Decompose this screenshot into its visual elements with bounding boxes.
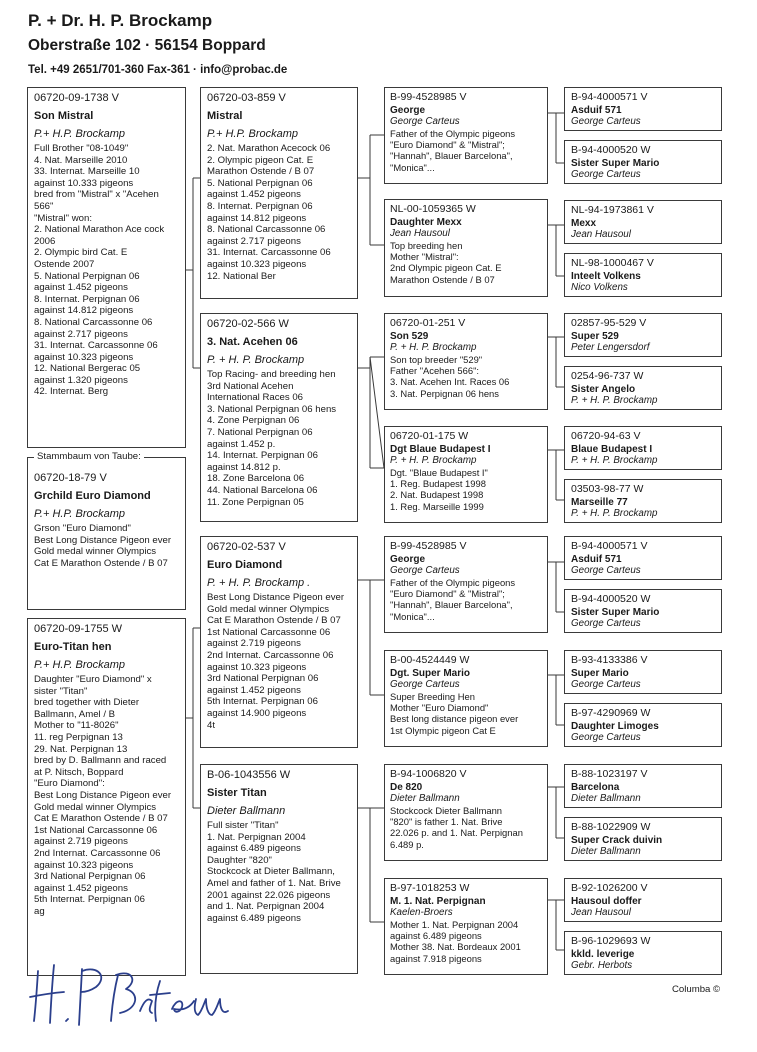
note-line: sister "Titan" (34, 685, 88, 697)
note-line: 8. National Carcassonne 06 (207, 224, 326, 236)
note-line: 1. Reg. Budapest 1998 (390, 478, 486, 490)
note-line: 12. National Bergerac 05 (34, 363, 141, 375)
note-line: against 10.323 pigeons (207, 661, 307, 673)
pigeon-name: Asduif 571 (571, 554, 622, 565)
pigeon-notes (390, 128, 542, 173)
note-line: 2. Nat. Budapest 1998 (390, 489, 484, 501)
grandparent-card (384, 313, 548, 410)
grandparent-card (384, 764, 548, 861)
pigeon-name: M. 1. Nat. Perpignan (390, 896, 486, 907)
note-line: Cat E Marathon Ostende / B 07 (34, 557, 168, 569)
grandparent-card (384, 536, 548, 633)
note-line: Cat E Marathon Ostende / B 07 (34, 813, 168, 825)
ring-number: B-97-1018253 W (390, 882, 470, 894)
note-line: Marathon Ostende / B 07 (207, 166, 315, 178)
note-line: 2nd Olympic pigeon Cat. E (390, 262, 502, 274)
pigeon-notes (390, 354, 542, 399)
breeder: P.+ H.P. Brockamp (34, 659, 126, 671)
great-grandparent-card (564, 931, 722, 975)
note-line: 7. National Perpignan 06 (207, 426, 313, 438)
note-line: against 14.812 pigeons (34, 305, 134, 317)
pigeon-name: Super 529 (571, 331, 619, 342)
breeder: George Carteus (571, 679, 641, 690)
note-line: Gold medal winner Olympics (207, 603, 330, 615)
dam-card (200, 313, 358, 522)
note-line: Father "Acehen 566": (390, 365, 480, 377)
note-line: Stockcock at Dieter Ballmann, (207, 866, 335, 878)
breeder: Kaelen-Broers (390, 907, 453, 918)
ring-number: B-94-4000571 V (571, 91, 648, 103)
note-line: against 1.452 pigeons (207, 684, 301, 696)
ring-number: 02857-95-529 V (571, 317, 647, 329)
ring-number: B-92-1026200 V (571, 882, 648, 894)
note-line: Stockcock Dieter Ballmann (390, 805, 503, 816)
pigeon-name: Super Mario (571, 668, 629, 679)
note-line: 5. National Perpignan 06 (207, 177, 313, 189)
grandparent-card (384, 426, 548, 523)
note-line: Daughter "Euro Diamond" x (34, 674, 152, 685)
ring-number: 06720-01-251 V (390, 317, 466, 329)
pigeon-notes (390, 805, 542, 850)
pigeon-name: De 820 (390, 782, 423, 793)
note-line: "Hannah", Blauer Barcelona", (390, 599, 513, 611)
second-pedigree-dam-card (27, 618, 186, 976)
second-pedigree-caption: Stammbaum von Taube: (34, 451, 144, 462)
ring-number: B-94-4000571 V (571, 540, 648, 552)
ring-number: B-97-4290969 W (571, 707, 651, 719)
note-line: 1. Reg. Marseille 1999 (390, 500, 484, 512)
great-grandparent-card (564, 253, 722, 297)
pigeon-name: Mexx (571, 218, 597, 229)
breeder: Jean Hausoul (571, 229, 631, 240)
breeder: P. + H. P. Brockamp (571, 395, 658, 406)
ring-number: 06720-09-1738 V (34, 92, 120, 104)
note-line: 42. Internat. Berg (34, 386, 109, 398)
ring-number: B-94-4000520 W (571, 144, 651, 156)
note-line: against 2.717 pigeons (34, 328, 128, 340)
note-line: Gold medal winner Olympics (34, 801, 157, 813)
pigeon-name: Son 529 (390, 331, 429, 342)
pigeon-name: Son Mistral (34, 110, 94, 122)
pigeon-name: George (390, 105, 426, 116)
main-pigeon-card (27, 87, 186, 448)
grandparent-card (384, 878, 548, 975)
ring-number: B-88-1023197 V (571, 768, 648, 780)
note-line: 1st National Carcassonne 06 (207, 626, 331, 638)
note-line: 2001 against 22.026 pigeons (207, 889, 331, 901)
note-line: "Euro Diamond": (34, 778, 105, 790)
pigeon-name: 3. Nat. Acehen 06 (207, 336, 298, 348)
note-line: 3rd National Perpignan 06 (34, 871, 146, 883)
great-grandparent-card (564, 703, 722, 747)
breeder: P. + H. P. Brockamp (390, 342, 477, 353)
note-line: 3rd National Acehen (207, 380, 294, 392)
note-line: Amel and father of 1. Nat. Brive (207, 877, 341, 889)
ring-number: B-94-1006820 V (390, 768, 467, 780)
pigeon-notes (207, 369, 351, 508)
note-line: 12. National Ber (207, 270, 276, 282)
note-line: Mother "Euro Diamond" (390, 702, 489, 714)
note-line: 22.026 p. and 1. Nat. Perpignan (390, 827, 523, 839)
breeder: Dieter Ballmann (207, 805, 286, 817)
note-line: Son top breeder "529" (390, 354, 483, 365)
note-line: against 10.323 pigeons (207, 258, 307, 270)
note-line: Full sister "Titan" (207, 820, 279, 831)
grandparent-card (384, 87, 548, 184)
breeder: Nico Volkens (571, 282, 628, 293)
ring-number: B-94-4000520 W (571, 593, 651, 605)
note-line: against 2.719 pigeons (207, 638, 301, 650)
great-grandparent-card (564, 313, 722, 357)
note-line: against 2.719 pigeons (34, 836, 128, 848)
breeder: Gebr. Herbots (571, 960, 633, 971)
note-line: 2. Olympic pigeon Cat. E (207, 154, 314, 166)
note-line: against 2.717 pigeons (207, 235, 301, 247)
great-grandparent-card (564, 479, 722, 523)
note-line: Mother 38. Nat. Bordeaux 2001 (390, 941, 521, 953)
note-line: 44. National Barcelona 06 (207, 484, 318, 496)
pigeon-name: Super Crack duivin (571, 835, 663, 846)
note-line: Daughter "820" (207, 854, 272, 866)
note-line: Super Breeding Hen (390, 691, 475, 702)
handwritten-signature (24, 945, 244, 1035)
breeder: P. + H. P. Brockamp . (207, 577, 311, 589)
footer-credit: Columba © (672, 984, 721, 995)
pigeon-name: Grchild Euro Diamond (34, 490, 151, 502)
breeder: George Carteus (571, 732, 641, 743)
pigeon-name: Sister Super Mario (571, 607, 660, 618)
note-line: 1. Nat. Perpignan 2004 (207, 831, 306, 843)
note-line: against 14.812 p. (207, 461, 281, 473)
ring-number: B-93-4133386 V (571, 654, 648, 666)
ring-number: B-99-4528985 V (390, 91, 467, 103)
breeder: P. + H. P. Brockamp (571, 508, 658, 519)
note-line: 2nd Internat. Carcassonne 06 (207, 649, 334, 661)
pigeon-name: Asduif 571 (571, 105, 622, 116)
note-line: 8. Internat. Perpignan 06 (34, 293, 140, 305)
note-line: "820" is father 1. Nat. Brive (390, 816, 503, 828)
note-line: against 6.489 pigeons (207, 912, 301, 924)
note-line: 33. Internat. Marseille 10 (34, 166, 140, 178)
ring-number: 06720-02-537 V (207, 541, 286, 553)
great-grandparent-card (564, 764, 722, 808)
breeder: George Carteus (571, 618, 641, 629)
note-line: Mother "Mistral": (390, 251, 459, 263)
great-grandparent-card (564, 650, 722, 694)
note-line: "Mistral" won: (34, 212, 92, 224)
second-pedigree-card (27, 457, 186, 610)
note-line: 2. Nat. Marathon Acecock 06 (207, 143, 331, 154)
great-grandparent-card (564, 426, 722, 470)
pigeon-name: Sister Super Mario (571, 158, 660, 169)
ring-number: NL-98-1000467 V (571, 257, 654, 269)
note-line: Full Brother "08-1049" (34, 143, 129, 154)
great-grandparent-card (564, 878, 722, 922)
note-line: bred by D. Ballmann and raced (34, 755, 167, 767)
great-grandparent-card (564, 536, 722, 580)
note-line: against 6.489 pigeons (207, 843, 301, 855)
pigeon-notes (390, 577, 542, 622)
pigeon-notes (207, 592, 351, 731)
breeder: George Carteus (571, 116, 641, 127)
note-line: against 14.900 pigeons (207, 707, 307, 719)
breeder-address: Oberstraße 102 · 56154 Boppard (28, 37, 266, 54)
note-line: 2006 (34, 235, 56, 247)
great-grandparent-card (564, 366, 722, 410)
pigeon-notes (34, 674, 179, 917)
note-line: bred from "Mistral" x "Acehen (34, 189, 159, 201)
pigeon-name: Inteelt Volkens (571, 271, 641, 282)
note-line: ag (34, 905, 45, 917)
note-line: 2nd Internat. Carcassonne 06 (34, 847, 161, 859)
note-line: 11. Zone Perpignan 05 (207, 496, 304, 508)
note-line: 11. reg Perpignan 13 (34, 731, 123, 743)
pigeon-notes (34, 143, 179, 398)
ring-number: 03503-98-77 W (571, 483, 644, 495)
pigeon-name: Marseille 77 (571, 497, 628, 508)
note-line: Top Racing- and breeding hen (207, 369, 336, 380)
pigeon-name: Barcelona (571, 782, 620, 793)
ring-number: B-00-4524449 W (390, 654, 470, 666)
grandparent-card (384, 650, 548, 747)
note-line: bred together with Dieter (34, 697, 140, 709)
note-line: Cat E Marathon Ostende / B 07 (207, 615, 341, 627)
pigeon-notes (390, 919, 542, 964)
ring-number: 06720-09-1755 W (34, 623, 123, 635)
note-line: Mother 1. Nat. Perpignan 2004 (390, 919, 519, 930)
note-line: "Euro Diamond" & "Mistral"; (390, 139, 505, 151)
note-line: 31. Internat. Carcassonne 06 (207, 247, 331, 259)
breeder: George Carteus (390, 116, 460, 127)
breeder: P.+ H.P. Brockamp (207, 128, 299, 140)
note-line: at P. Nitsch, Boppard (34, 766, 124, 778)
pigeon-notes (390, 691, 542, 736)
pigeon-name: Euro-Titan hen (34, 641, 112, 653)
note-line: Dgt. "Blaue Budapest I" (390, 467, 488, 478)
note-line: "Monica"... (390, 610, 435, 622)
note-line: 4. Nat. Marseille 2010 (34, 154, 128, 166)
note-line: Gold medal winner Olympics (34, 546, 157, 558)
breeder: P.+ H.P. Brockamp (34, 508, 126, 520)
note-line: Best Long Distance Pigeon ever (34, 789, 172, 801)
note-line: against 1.452 pigeons (34, 882, 128, 894)
note-line: 3rd National Perpignan 06 (207, 673, 319, 685)
second-sire-card (200, 536, 358, 748)
note-line: 18. Zone Barcelona 06 (207, 473, 305, 485)
pigeon-name: George (390, 554, 426, 565)
ring-number: B-99-4528985 V (390, 540, 467, 552)
great-grandparent-card (564, 140, 722, 184)
note-line: 8. National Carcassonne 06 (34, 316, 153, 328)
breeder: P. + H. P. Brockamp (207, 354, 305, 366)
note-line: "Monica"... (390, 161, 435, 173)
ring-number: NL-00-1059365 W (390, 203, 476, 215)
pigeon-notes (207, 820, 351, 924)
note-line: Best long distance pigeon ever (390, 713, 519, 725)
breeder: Dieter Ballmann (571, 793, 641, 804)
note-line: against 10.323 pigeons (34, 859, 134, 871)
note-line: International Races 06 (207, 392, 303, 404)
breeder: Dieter Ballmann (390, 793, 460, 804)
pigeon-name: Blaue Budapest I (571, 444, 653, 455)
breeder-contact: Tel. +49 2651/701-360 Fax-361 · info@probac.de (28, 64, 288, 76)
pigeon-name: Sister Titan (207, 787, 267, 799)
note-line: Best Long Distance Pigeon ever (207, 592, 345, 603)
note-line: against 1.320 pigeons (34, 374, 128, 386)
note-line: 8. Internat. Perpignan 06 (207, 200, 313, 212)
note-line: Ostende 2007 (34, 258, 95, 270)
note-line: Top breeding hen (390, 240, 463, 251)
note-line: 1st National Carcassonne 06 (34, 824, 158, 836)
pigeon-name: Dgt. Super Mario (390, 668, 471, 679)
note-line: Father of the Olympic pigeons (390, 128, 516, 139)
note-line: against 1.452 pigeons (34, 282, 128, 294)
note-line: against 14.812 pigeons (207, 212, 307, 224)
pigeon-name: Euro Diamond (207, 559, 283, 571)
grandparent-card (384, 199, 548, 297)
breeder: Jean Hausoul (390, 228, 450, 239)
sire-card (200, 87, 358, 299)
note-line: 3. Nat. Perpignan 06 hens (390, 387, 499, 399)
great-grandparent-card (564, 87, 722, 131)
note-line: and 1. Nat. Perpignan 2004 (207, 901, 325, 913)
note-line: against 10.323 pigeons (34, 351, 134, 363)
note-line: Ballmann, Amel / B (34, 708, 116, 720)
note-line: 29. Nat. Perpignan 13 (34, 743, 128, 755)
pigeon-name: Hausoul doffer (571, 896, 642, 907)
breeder: Jean Hausoul (571, 907, 631, 918)
note-line: 2. Olympic bird Cat. E (34, 247, 128, 259)
great-grandparent-card (564, 200, 722, 244)
breeder: Peter Lengersdorf (571, 342, 650, 353)
note-line: 3. Nat. Acehen Int. Races 06 (390, 376, 510, 388)
great-grandparent-card (564, 589, 722, 633)
breeder: Dieter Ballmann (571, 846, 641, 857)
great-grandparent-card (564, 817, 722, 861)
pigeon-notes (207, 143, 351, 282)
breeder: P. + H. P. Brockamp (390, 455, 477, 466)
ring-number: 06720-01-175 W (390, 430, 469, 442)
ring-number: B-06-1043556 W (207, 769, 291, 781)
note-line: against 6.489 pigeons (390, 930, 482, 942)
note-line: against 7.918 pigeons (390, 952, 482, 964)
pigeon-name: Daughter Mexx (390, 217, 462, 228)
pigeon-name: Daughter Limoges (571, 721, 659, 732)
note-line: 14. Internat. Perpignan 06 (207, 450, 318, 462)
note-line: 6.489 p. (390, 838, 424, 850)
breeder: P. + H. P. Brockamp (571, 455, 658, 466)
second-dam-card (200, 764, 358, 974)
note-line: 3. National Perpignan 06 hens (207, 403, 337, 415)
note-line: Grson "Euro Diamond" (34, 523, 131, 534)
pigeon-name: Sister Angelo (571, 384, 636, 395)
ring-number: B-96-1029693 W (571, 935, 651, 947)
pigeon-notes (390, 467, 542, 512)
breeder: George Carteus (390, 679, 460, 690)
breeder: George Carteus (571, 169, 641, 180)
note-line: against 1.452 pigeons (207, 189, 301, 201)
ring-number: 06720-94-63 V (571, 430, 641, 442)
breeder: George Carteus (571, 565, 641, 576)
breeder: George Carteus (390, 565, 460, 576)
note-line: Marathon Ostende / B 07 (390, 273, 495, 285)
note-line: 4t (207, 719, 216, 731)
ring-number: 06720-18-79 V (34, 472, 107, 484)
note-line: Best Long Distance Pigeon ever (34, 534, 172, 546)
pigeon-name: Mistral (207, 110, 243, 122)
note-line: 5th Internat. Perpignan 06 (207, 696, 318, 708)
pigeon-name: Dgt Blaue Budapest I (390, 444, 491, 455)
note-line: 566" (34, 200, 54, 212)
breeder-name: P. + Dr. H. P. Brockamp (28, 11, 213, 30)
note-line: 2. National Marathon Ace cock (34, 224, 165, 236)
note-line: against 1.452 p. (207, 438, 276, 450)
note-line: 1st Olympic pigeon Cat E (390, 724, 496, 736)
note-line: against 10.333 pigeons (34, 177, 134, 189)
ring-number: 06720-03-859 V (207, 92, 286, 104)
ring-number: NL-94-1973861 V (571, 204, 654, 216)
note-line: Father of the Olympic pigeons (390, 577, 516, 588)
pigeon-notes (390, 240, 542, 285)
pigeon-notes (34, 523, 179, 569)
breeder: P.+ H.P. Brockamp (34, 128, 126, 140)
note-line: 4. Zone Perpignan 06 (207, 415, 300, 427)
note-line: Mother to "11-8026" (34, 720, 119, 732)
ring-number: 06720-02-566 W (207, 318, 289, 330)
note-line: 5th Internat. Perpignan 06 (34, 894, 145, 906)
note-line: 5. National Perpignan 06 (34, 270, 140, 282)
ring-number: 0254-96-737 W (571, 370, 644, 382)
note-line: "Euro Diamond" & "Mistral"; (390, 588, 505, 600)
note-line: "Hannah", Blauer Barcelona", (390, 150, 513, 162)
note-line: 31. Internat. Carcassonne 06 (34, 340, 158, 352)
pigeon-name: kkld. leverige (571, 949, 635, 960)
ring-number: B-88-1022909 W (571, 821, 651, 833)
